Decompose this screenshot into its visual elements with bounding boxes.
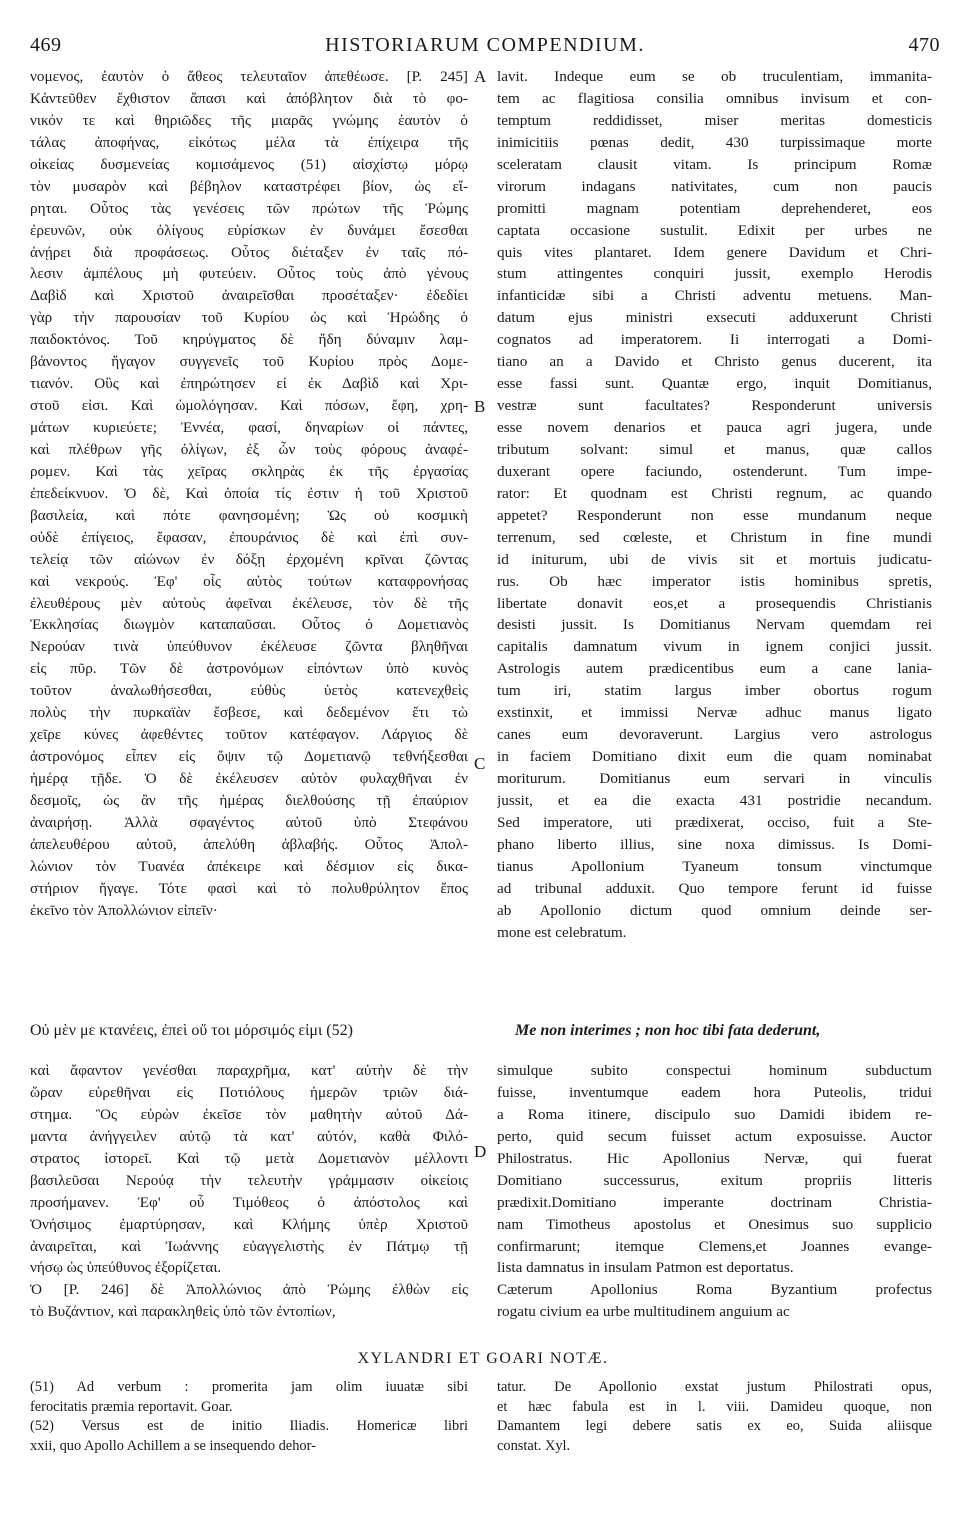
text-line: rus. Ob hæc imperator istis hominibus spretis, xyxy=(497,572,932,590)
text-line: ἐλευθέρους μὲν αὐτοὺς ἀφεῖναι ἐκέλευσε, τὸν δὲ τῆς xyxy=(30,594,468,612)
text-line: exstinxit, et immissi Nervæ adhuc manus ligato xyxy=(497,704,932,722)
text-line: tributum solvant: simul et manus, quæ callos xyxy=(497,440,932,458)
notes-title: XYLANDRI ET GOARI NOTÆ. xyxy=(357,1350,609,1367)
text-line: temptum reddidisset, miser meritas domesticis xyxy=(497,111,932,129)
text-line: inimicitiis pœnas dedit, 430 turpissimaque morte xyxy=(497,133,932,151)
text-line: lavit. Indeque eum se ob truculentiam, immanita- xyxy=(497,68,932,85)
text-line: λώνιον τὸν Τυανέα ἀπέκειρε καὶ δέσμιον εἰς δικα- xyxy=(30,857,468,875)
text-line: id initurum, ubi de vivis sit et mortuis judicatu- xyxy=(497,550,932,568)
text-line: mone est celebratum. xyxy=(497,923,627,941)
text-line: esse fassi sunt. Quantæ ergo, inquit Domitianus, xyxy=(497,375,932,393)
verse-latin: Me non interimes ; non hoc tibi fata dederunt, xyxy=(515,1022,821,1039)
text-line: ferocitatis præmia reportavit. Goar. xyxy=(30,1398,233,1415)
text-line: datum ejus ministri exsecuti adduxerunt Christi xyxy=(497,309,932,327)
text-line: μαντα ἀνήγγειλεν αὐτῷ τὰ κατ' αὐτόν, καθὰ Φιλό- xyxy=(30,1127,468,1145)
text-line: virorum indagans nativitates, cum non paucis xyxy=(497,177,932,195)
text-line: libertate donavit eos,et a prosequendis Christianis xyxy=(497,594,932,612)
text-line: δεσμοῖς, ὡς ἂν τῆς ἡμέρας διελθούσης τῇ ἐπαύριον xyxy=(30,791,468,809)
greek-column-top xyxy=(30,66,468,922)
text-line: (52) Versus est de initio Iliadis. Homericæ libri xyxy=(30,1418,468,1434)
text-line: νομενος, ἑαυτὸν ὁ ἄθεος τελευταῖον ἀπεθέωσε. [P. 245] xyxy=(30,68,468,85)
text-line: τὸν μυσαρὸν καὶ βέβηλον καταστρέφει βίον, ὡς εἴ- xyxy=(30,177,468,195)
text-line: jussit, et ea die exacta 431 postridie necandum. xyxy=(497,791,932,809)
text-line: nam Timotheus apostolus et Onesimus suo supplicio xyxy=(497,1215,932,1233)
text-line: εἰς πῦρ. Τῶν δὲ ἀστρονόμων εἰπόντων ὑπὸ κυνὸς xyxy=(30,660,468,678)
text-line: νικόν τε καὶ θηριῶδες τῆς μιαρᾶς γνώμης ἑαυτὸν ὁ xyxy=(30,111,468,129)
text-line: captata occasione sustulit. Edixit per urbes ne xyxy=(497,221,932,239)
text-line: fuisse, inventumque eadem hora Puteolis, tridui xyxy=(497,1083,932,1101)
text-line: capitalis damnatum vivum in ignem conjici jussit. xyxy=(497,638,932,656)
text-line: καὶ νεκρούς. Ἐφ' οἷς αὐτὸς τούτων καταφρονήσας xyxy=(30,572,468,590)
text-line: Ὁ [P. 246] δὲ Ἀπολλώνιος ἀπὸ Ῥώμης ἐλθὼν εἰς xyxy=(30,1281,468,1299)
text-line: λεσιν ἀμπέλους μὴ φυτεύειν. Οὗτος τοὺς ἀπὸ γένους xyxy=(30,265,468,283)
verse-greek: Οὐ μὲν με κτανέεις, ἐπεὶ οὔ τοι μόρσιμός εἰμι (52) xyxy=(30,1022,353,1039)
text-line: ἡμέρᾳ τῇδε. Ὁ δὲ ἐκέλευσεν αὐτὸν φυλαχθῆναι ἐν xyxy=(30,770,468,787)
text-line: in faciem Domitiano dixit eum die quam nominabat xyxy=(497,748,932,766)
running-header xyxy=(30,34,940,64)
text-line: ἐρευνῶν, οὐκ ὀλίγους εὑρίσκων ἐν δυνάμει ἔσεσθαι xyxy=(30,221,468,239)
running-title: HISTORIARUM COMPENDIUM. xyxy=(325,34,645,56)
text-line: Astrologis autem prædicentibus eum a cane lania- xyxy=(497,660,932,678)
text-line: tatur. De Apollonio exstat justum Philostrati opus, xyxy=(497,1379,932,1395)
text-line: confirmarunt; itemque Clemens,et Joannes evange- xyxy=(497,1237,932,1255)
notes-column-left xyxy=(30,1378,468,1456)
text-line: ἀναιρήσῃ. Ἀλλὰ σφαγέντος αὐτοῦ ὑπὸ Στεφάνου xyxy=(30,813,468,831)
text-line: tum iri, statim largus imber obortus rogum xyxy=(497,682,932,700)
text-line: τιανόν. Οὓς καὶ ἐπηρώτησεν εἰ ἐκ Δαβὶδ καὶ Χρι- xyxy=(30,375,468,393)
text-line: prædixit.Domitiano imperante doctrinam Christia- xyxy=(497,1193,932,1211)
text-line: constat. Xyl. xyxy=(497,1437,571,1454)
text-line: tem ac flagitiosa consilia omnibus invisum et con- xyxy=(497,89,932,107)
text-line: rator: Et quodnam est Christi regnum, ac quando xyxy=(497,484,932,502)
text-line: lista damnatus in insulam Patmon est deportatus. xyxy=(497,1259,794,1277)
text-line: Κἀντεῦθεν ἔχθιστον ἅπασι καὶ ἀπόβλητον διὰ τὸ φο- xyxy=(30,89,468,107)
page-number-left: 469 xyxy=(30,34,62,56)
text-line: sceleratam clausit vitam. Is principum Romæ xyxy=(497,155,932,173)
text-line: πολὺς τὴν πυρκαϊὰν ἔσβεσε, καὶ δεδεμένον ἔτι τὼ xyxy=(30,704,468,722)
text-line: Domitiano successurus, exitum propriis litteris xyxy=(497,1171,932,1189)
text-line: phano liberto illius, sine noxa dimissus. Is Domi- xyxy=(497,835,932,853)
margin-marker-d: D xyxy=(474,1142,487,1161)
text-line: νήσῳ ὡς ὑπεύθυνος ἐξορίζεται. xyxy=(30,1259,222,1277)
text-line: στήριον ἤγαγε. Τότε φασὶ καὶ τὸ πολυθρύλητον ἔπος xyxy=(30,879,468,897)
text-line: μάτων κυριεύετε; Ἐννέα, φασί, δηναρίων οἱ πάντες, xyxy=(30,419,468,436)
text-line: στρατος ἱστορεῖ. Καὶ τῷ μετὰ Δομετιανὸν μέλλοντι xyxy=(30,1149,468,1167)
text-line: Νερούαν τινὰ ὑπεύθυνον ἐκέλευσε ζῶντα βληθῆναι xyxy=(30,638,468,656)
text-line: τάλας ἀποφήνας, εἰκότως μέλα τὰ ἐπίχειρα τῆς xyxy=(30,133,468,151)
text-line: ρηται. Οὗτος τὰς γενέσεις τῶν πρώτων τῆς Ῥώμης xyxy=(30,199,468,217)
text-line: βασιλεῦσαι Νερούᾳ τὴν τελευτὴν γράμμασιν οἰκείοις xyxy=(30,1171,468,1189)
text-line: terrenum, sed cœleste, et Christum in fine mundi xyxy=(497,528,932,546)
text-line: ab Apollonio dictum quod omnium deinde ser- xyxy=(497,901,932,919)
page-number-right: 470 xyxy=(908,34,940,56)
text-line: ἀπελευθέρου αὐτοῦ, ἀπελύθη ἀβλαβής. Οὗτος Ἀπολ- xyxy=(30,835,468,853)
text-line: ἀνῄρει διὰ προφάσεως. Οὗτος διέταξεν ἐν ταῖς πό- xyxy=(30,243,468,261)
text-line: Ἐκκλησίας διωγμὸν καταπαῦσαι. Οὗτος ὁ Δομετιανὸς xyxy=(30,616,468,634)
text-line: rogatu civium ea urbe multitudinem anguium ac xyxy=(497,1303,790,1321)
text-line: βασιλεία, καὶ πότε φανησομένη; Ὡς οὐ κοσμικὴ xyxy=(30,506,468,524)
text-line: οἰκείας δυσμενείας κομισάμενος (51) αἰσχίστῳ μόρῳ xyxy=(30,155,468,173)
notes-column-right xyxy=(497,1378,932,1456)
text-line: ἀστρονόμος εἶπεν εἰς ὄψιν τῷ Δομετιανῷ τεθνήξεσθαι xyxy=(30,748,468,766)
margin-marker-c: C xyxy=(474,754,486,773)
text-line: καὶ ἄφαντον γενέσθαι παραχρῆμα, κατ' αὐτὴν δὲ τὴν xyxy=(30,1062,468,1079)
text-line: τοῦτον ἀναλωθήσεσθαι, εὐθὺς ὑετὸς κατενεχθεὶς xyxy=(30,682,468,700)
text-line: moriturum. Domitianus eum servari in vinculis xyxy=(497,770,932,787)
text-line: Philostratus. Hic Apollonius Nervæ, qui fuerat xyxy=(497,1149,932,1167)
text-line: tianus Apollonium Tyaneum tonsum vinctumque xyxy=(497,857,932,875)
greek-column-bottom xyxy=(30,1060,468,1323)
text-line: appetet? Responderunt non esse mundanum neque xyxy=(497,506,932,524)
text-line: esse novem denarios et pauca agri jugera, unde xyxy=(497,419,932,436)
text-line: ρομεν. Καὶ τὰς χεῖρας σκληρὰς ἐκ τῆς ἐργασίας xyxy=(30,462,468,480)
text-line: (51) Ad verbum : promerita jam olim iuuatæ sibi xyxy=(30,1379,468,1395)
text-line: tiano an a Davido et Christo genus ducerent, ita xyxy=(497,353,932,371)
text-line: τελείᾳ τῶν αἰώνων ἐν δόξῃ ἐρχομένη κρῖναι ζῶντας xyxy=(30,550,468,568)
text-line: καὶ πλέθρων γῆς ὀλίγων, ἐξ ὧν τοὺς φόρους ἀναφέ- xyxy=(30,440,468,458)
text-line: ἀναιρεῖται, καὶ Ἰωάννης εὐαγγελιστὴς ἐν Πάτμῳ τῇ xyxy=(30,1237,468,1255)
text-line: Δαβὶδ καὶ Χριστοῦ ἀναιρεῖσθαι προσέταξεν· ἐδεδίει xyxy=(30,287,468,305)
text-line: ὥραν εὑρεθῆναι εἰς Ποτιόλους ἡμερῶν τριῶν διά- xyxy=(30,1083,468,1101)
text-line: ad tribunal adduxit. Quo tempore ferunt id fuisse xyxy=(497,879,932,897)
text-line: προσήμανεν. Ἐφ' οὗ Τιμόθεος ὁ ἀπόστολος καὶ xyxy=(30,1193,468,1211)
text-line: duxerant opere faciundo, ostenderunt. Tum impe- xyxy=(497,462,932,480)
text-line: et hæc fabula est in l. viii. Damideu quoque, non xyxy=(497,1398,932,1415)
latin-column-bottom xyxy=(497,1060,932,1323)
margin-marker-b: B xyxy=(474,397,486,416)
text-line: Ὀνήσιμος ἐμαρτύρησαν, καὶ Κλήμης ὑπὲρ Χριστοῦ xyxy=(30,1215,468,1233)
text-line: xxii, quo Apollo Achillem a se insequendo dehor- xyxy=(30,1437,316,1454)
text-line: stum attingentes conquiri jussit, exemplo Herodis xyxy=(497,265,932,283)
text-line: promitti magnam potentiam deprehenderet, eos xyxy=(497,199,932,217)
text-line: simulque subito conspectui hominum subductum xyxy=(497,1062,932,1079)
text-line: desisti jussit. Is Domitianus Nervam quemdam rei xyxy=(497,616,932,634)
text-line: χεῖρε κύνες ἀφεθέντες τοῦτον κατέφαγον. Λάργιος δὲ xyxy=(30,726,468,744)
text-line: ἐπεδείκνυον. Ὁ δὲ, Καὶ ὁποία τίς ἐστιν ἡ τοῦ Χριστοῦ xyxy=(30,484,468,502)
text-line: ἐκεῖνο τὸν Ἀπολλώνιον εἰπεῖν· xyxy=(30,901,218,919)
text-line: βάνοντος ἤγαγον συγγενεῖς τοῦ Κυρίου πρὸς Δομε- xyxy=(30,353,468,371)
text-line: Cæterum Apollonius Roma Byzantium profectus xyxy=(497,1281,932,1299)
text-line: στοῦ εἰσι. Καὶ ὡμολόγησαν. Καὶ πόσων, ἔφη, χρη- xyxy=(30,397,468,415)
text-line: vestræ sunt facultates? Responderunt universis xyxy=(497,397,932,415)
text-line: Damantem legi debere satis ex eo, Suida aliisque xyxy=(497,1418,932,1434)
text-line: παιδοκτόνος. Τοῦ κηρύγματος δὲ ἤδη δύναμιν λαμ- xyxy=(30,331,468,349)
text-line: γὰρ τὴν παρουσίαν τοῦ Κυρίου ὡς καὶ Ἡρώδης ὁ xyxy=(30,309,468,327)
text-line: τὸ Βυζάντιον, καὶ παρακληθεὶς ὑπὸ τῶν ἐντοπίων, xyxy=(30,1303,336,1321)
text-line: perto, quid secum fuisset actum exposuisse. Auctor xyxy=(497,1127,932,1145)
text-line: Sed imperatore, uti prædixerat, occiso, fuit a Ste- xyxy=(497,813,932,831)
text-line: οὐδὲ ἐπίγειος, ἔφασαν, ἐπουράνιος δὲ καὶ ἐπὶ συν- xyxy=(30,528,468,546)
text-line: quis vites plantaret. Idem genere Davidum et Chri- xyxy=(497,243,932,261)
text-line: infanticidæ sibi a Christi adventu metuens. Man- xyxy=(497,287,932,305)
text-line: canes eum devoraverunt. Largius vero astrologus xyxy=(497,726,932,744)
text-line: a Roma itinere, discipulo suo Damidi ibidem re- xyxy=(497,1105,932,1123)
text-line: cognatos ad imperatorem. Ii interrogati a Domi- xyxy=(497,331,932,349)
latin-column-top xyxy=(497,66,932,944)
margin-marker-a: A xyxy=(474,67,487,86)
text-line: στημα. Ὃς εὑρὼν ἐκεῖσε τὸν μαθητὴν αὐτοῦ Δά- xyxy=(30,1105,468,1123)
